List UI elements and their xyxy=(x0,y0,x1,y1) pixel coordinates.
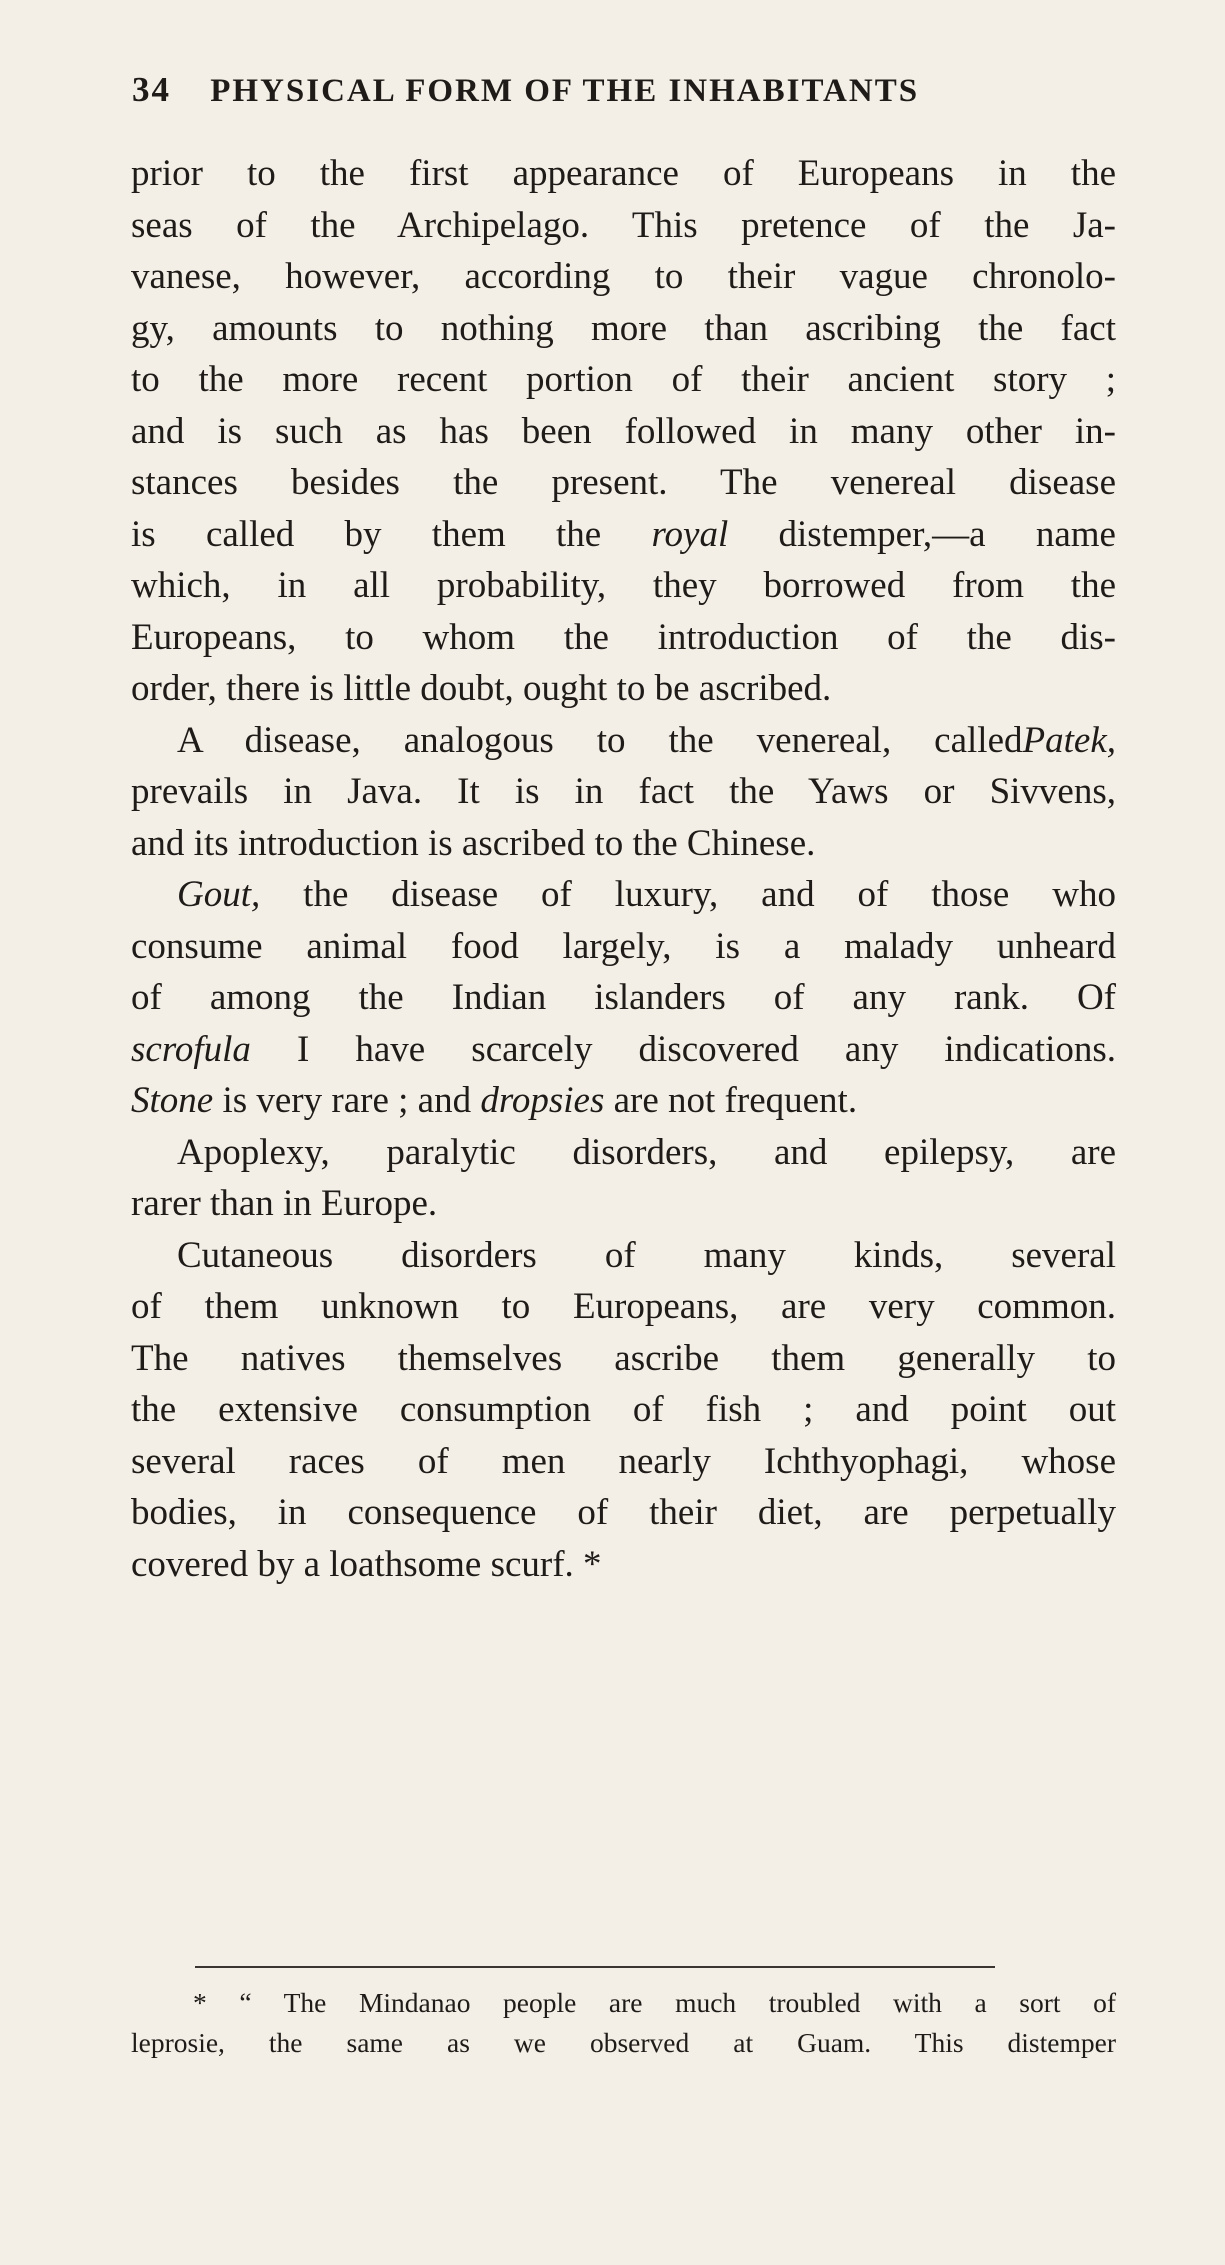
text-line xyxy=(131,1024,1116,1076)
text-line: and its introduction is ascribed to the Chinese. xyxy=(131,822,816,864)
running-title: PHYSICAL FORM OF THE INHABITANTS xyxy=(210,73,920,109)
italic-term: dropsies xyxy=(480,1080,605,1121)
text-line: vanese, however, according to their vague chronolo- xyxy=(131,256,1116,297)
text-line: prior to the first appearance of Europeans in the xyxy=(131,153,1116,194)
text-segment: are not frequent. xyxy=(613,1080,858,1121)
text-line: consume animal food largely, is a malady unheard xyxy=(131,925,1116,967)
text-line xyxy=(131,869,1116,921)
body-text xyxy=(131,148,1116,1590)
text-line: order, there is little doubt, ought to be ascribed. xyxy=(131,668,832,709)
italic-term: Gout, xyxy=(177,874,261,915)
text-line: of among the Indian islanders of any rank. Of xyxy=(131,977,1116,1018)
text-segment: I have scarcely discovered any indications. xyxy=(297,1028,1116,1070)
italic-term: Stone xyxy=(131,1080,214,1121)
text-line: stances besides the present. The venereal disease xyxy=(131,462,1116,503)
text-segment: is called by them the xyxy=(131,513,602,555)
footnote-line: leprosie, the same as we observed at Guam. This distemper xyxy=(131,2027,1116,2058)
italic-term: royal xyxy=(651,513,729,555)
italic-term: Patek, xyxy=(1022,719,1116,761)
text-line: which, in all probability, they borrowed from the xyxy=(131,565,1116,606)
text-line xyxy=(131,1075,1116,1127)
text-line xyxy=(131,715,1116,767)
text-line: Apoplexy, paralytic disorders, and epilepsy, are xyxy=(177,1131,1116,1173)
footnote-divider xyxy=(195,1966,995,1968)
text-line: Europeans, to whom the introduction of the dis- xyxy=(131,616,1116,658)
text-line: The natives themselves ascribe them generally to xyxy=(131,1337,1116,1379)
text-line: prevails in Java. It is in fact the Yaws or Sivvens, xyxy=(131,771,1116,812)
footnote-line: * “ The Mindanao people are much troubled with a sort of xyxy=(193,1987,1116,2018)
footnote xyxy=(131,1983,1116,2063)
text-line: to the more recent portion of their ancient story ; xyxy=(131,359,1116,400)
text-line: covered by a loathsome scurf. * xyxy=(131,1543,602,1585)
page-number: 34 xyxy=(132,70,171,109)
text-line: Cutaneous disorders of many kinds, several xyxy=(177,1234,1116,1276)
text-segment: the disease of luxury, and of those who xyxy=(303,874,1116,915)
text-line: several races of men nearly Ichthyophagi, whose xyxy=(131,1440,1116,1482)
text-segment: is very rare ; and xyxy=(222,1080,472,1121)
text-line: and is such as has been followed in many other in- xyxy=(131,410,1116,452)
text-line: of them unknown to Europeans, are very common. xyxy=(131,1286,1116,1327)
italic-term: scrofula xyxy=(131,1028,251,1070)
text-line: the extensive consumption of fish ; and point out xyxy=(131,1389,1116,1430)
text-line: seas of the Archipelago. This pretence of the Ja- xyxy=(131,204,1116,246)
text-segment: A disease, analogous to the venereal, called xyxy=(177,719,1023,761)
text-segment: distemper,—a name xyxy=(778,513,1116,555)
text-line xyxy=(131,509,1116,561)
text-line: rarer than in Europe. xyxy=(131,1183,438,1224)
text-line: bodies, in consequence of their diet, are perpetually xyxy=(131,1492,1116,1533)
text-line: gy, amounts to nothing more than ascribing the fact xyxy=(131,307,1116,349)
running-head xyxy=(132,70,1032,120)
